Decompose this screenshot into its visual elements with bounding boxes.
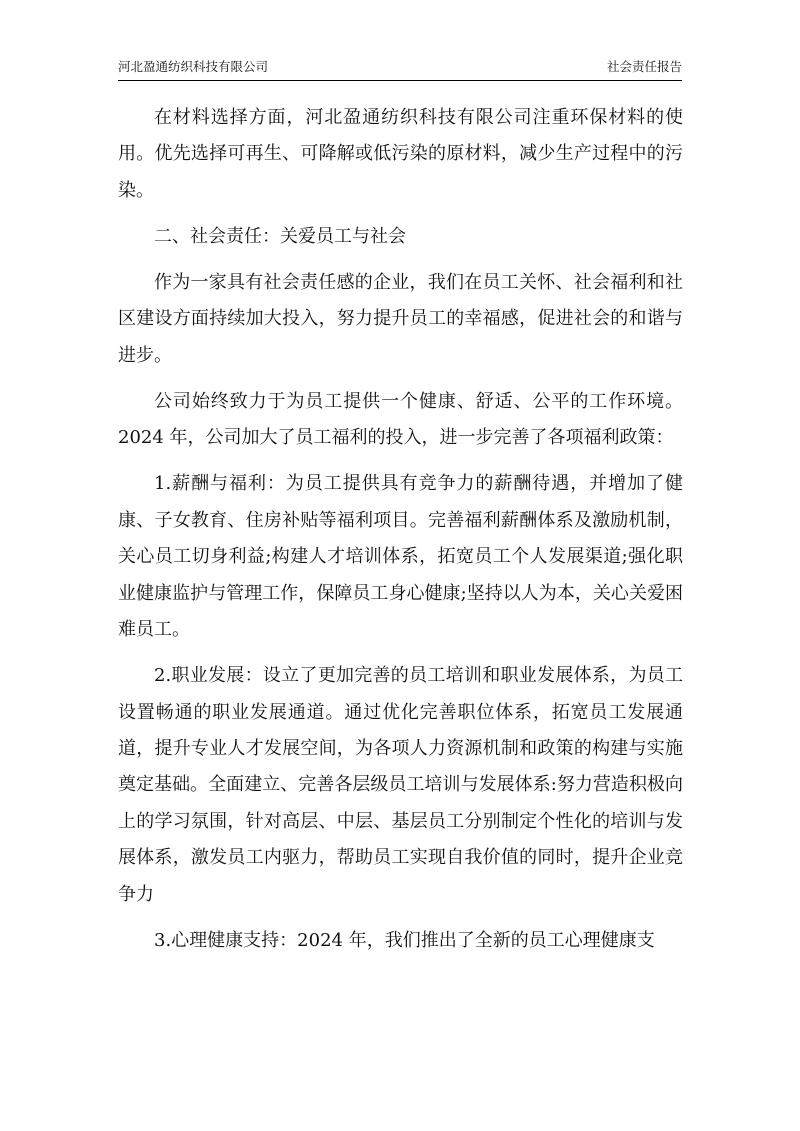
header-company: 河北盈通纺织科技有限公司 — [118, 59, 269, 74]
paragraph-materials: 在材料选择方面，河北盈通纺织科技有限公司注重环保材料的使用。优先选择可再生、可降解或低污染的原材料，减少生产过程中的污染。 — [118, 107, 683, 201]
page-header — [118, 57, 682, 81]
paragraph-intro: 作为一家具有社会责任感的企业，我们在员工关怀、社会福利和社区建设方面持续加大投入，努力提升员工的幸福感，促进社会的和谐与进步。 — [118, 272, 683, 366]
section-heading: 二、社会责任：关爱员工与社会 — [154, 225, 406, 247]
paragraph-career: 2.职业发展：设立了更加完善的员工培训和职业发展体系，为员工设置畅通的职业发展通道。通过优化完善职位体系，拓宽员工发展通道，提升专业人才发展空间，为各项人力资源机制和政策的构建与实施奠定基础。全面建立、完善各层级员工培训与发展体系:努力营造积极向上的学习氛围，针对高层、中层、基层员工分别制定个性化的培训与发展体系，激发员工内驱力，帮助员工实现自我价值的同时，提升企业竞争力 — [118, 665, 683, 905]
header-report-title: 社会责任报告 — [606, 59, 682, 74]
paragraph-compensation: 1.薪酬与福利：为员工提供具有竞争力的薪酬待遇，并增加了健康、子女教育、住房补贴等福利项目。完善福利薪酬体系及激励机制，关心员工切身利益;构建人才培训体系，拓宽员工个人发展渠道;强化职业健康监护与管理工作，保障员工身心健康;坚持以人为本，关心关爱困难员工。 — [118, 473, 683, 641]
document-body — [118, 100, 683, 969]
paragraph-environment: 公司始终致力于为员工提供一个健康、舒适、公平的工作环境。2024 年，公司加大了员工福利的投入，进一步完善了各项福利政策： — [118, 390, 683, 449]
paragraph-mental-health: 3.心理健康支持：2024 年，我们推出了全新的员工心理健康支 — [154, 929, 655, 951]
